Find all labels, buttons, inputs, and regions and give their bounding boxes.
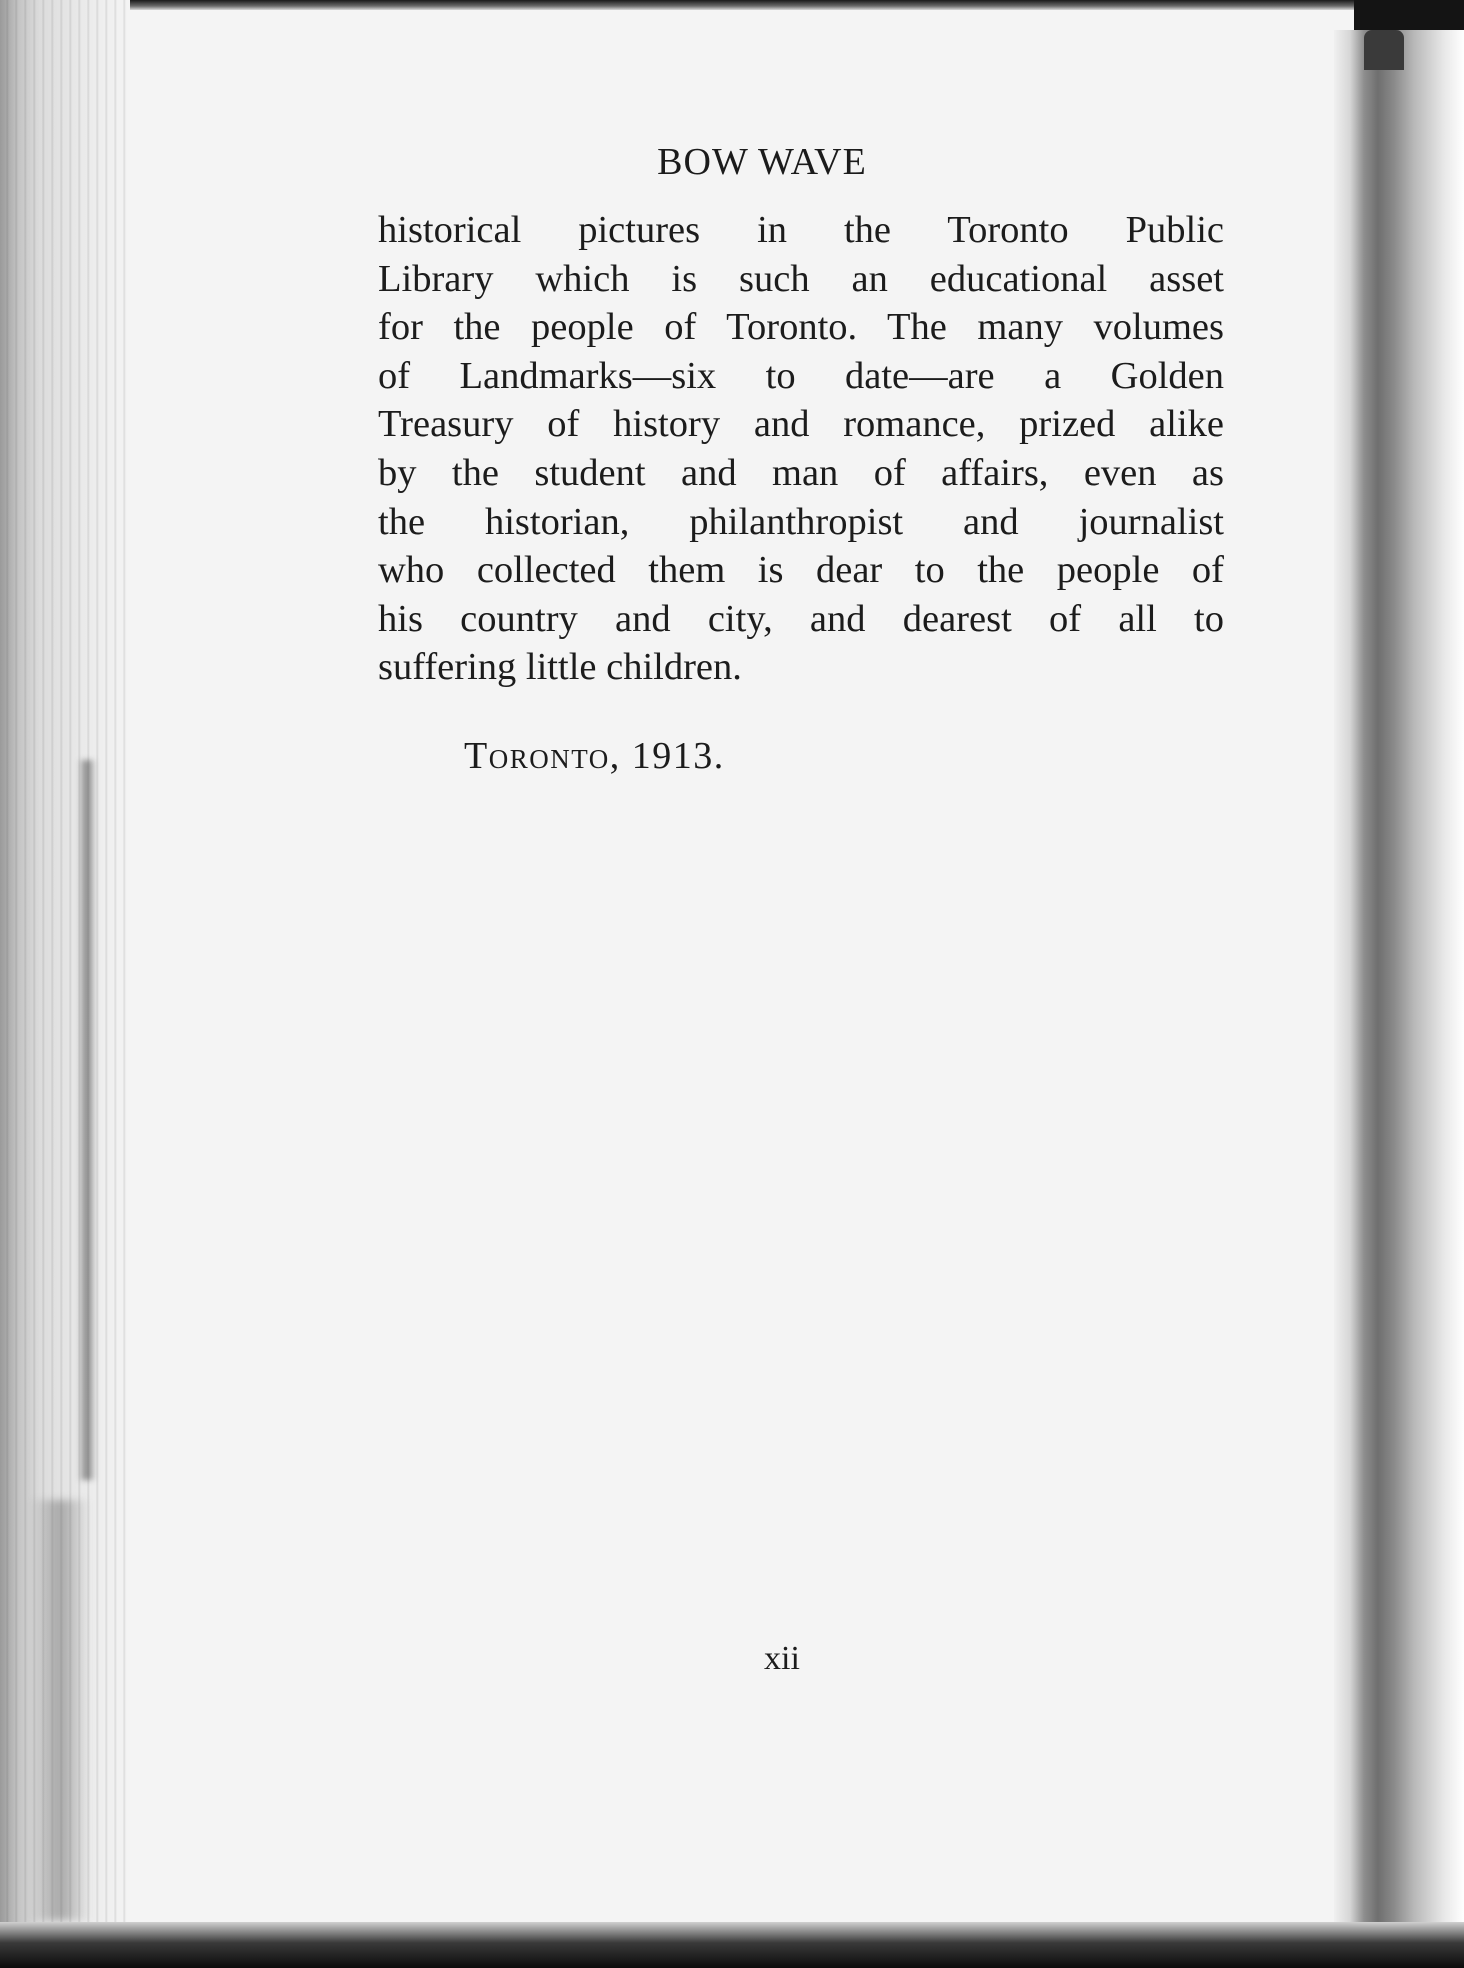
paragraph-line: of Landmarks—six to date—are a Golden bbox=[378, 354, 1224, 397]
page-edge-stain bbox=[78, 760, 96, 1480]
paragraph-line: the historian, philanthropist and journalist bbox=[378, 500, 1224, 543]
running-head bbox=[0, 140, 1464, 184]
paragraph-line: Treasury of history and romance, prized alike bbox=[378, 403, 1224, 446]
paragraph-line: Library which is such an educational asset bbox=[378, 257, 1224, 300]
page-number-text: xii bbox=[764, 1640, 800, 1677]
binding-gutter-top bbox=[1364, 30, 1404, 70]
paragraph-line: his country and city, and dearest of all to bbox=[378, 597, 1224, 640]
paragraph-line: for the people of Toronto. The many volumes bbox=[378, 306, 1224, 349]
body-paragraph bbox=[378, 206, 1224, 692]
scan-top-edge bbox=[0, 0, 1464, 10]
paragraph-line: who collected them is dear to the people of bbox=[378, 549, 1224, 592]
running-head-text: BOW WAVE bbox=[657, 141, 867, 183]
paragraph-line: historical pictures in the Toronto Public bbox=[378, 209, 1224, 251]
page-edge-stain bbox=[30, 1500, 90, 1920]
paragraph-line: by the student and man of affairs, even as bbox=[378, 451, 1224, 494]
scan-bottom-edge bbox=[0, 1922, 1464, 1968]
paragraph-line: suffering little children. bbox=[378, 646, 742, 689]
dateline: Toronto, 1913. bbox=[464, 735, 725, 777]
page-number bbox=[0, 1640, 1464, 1678]
